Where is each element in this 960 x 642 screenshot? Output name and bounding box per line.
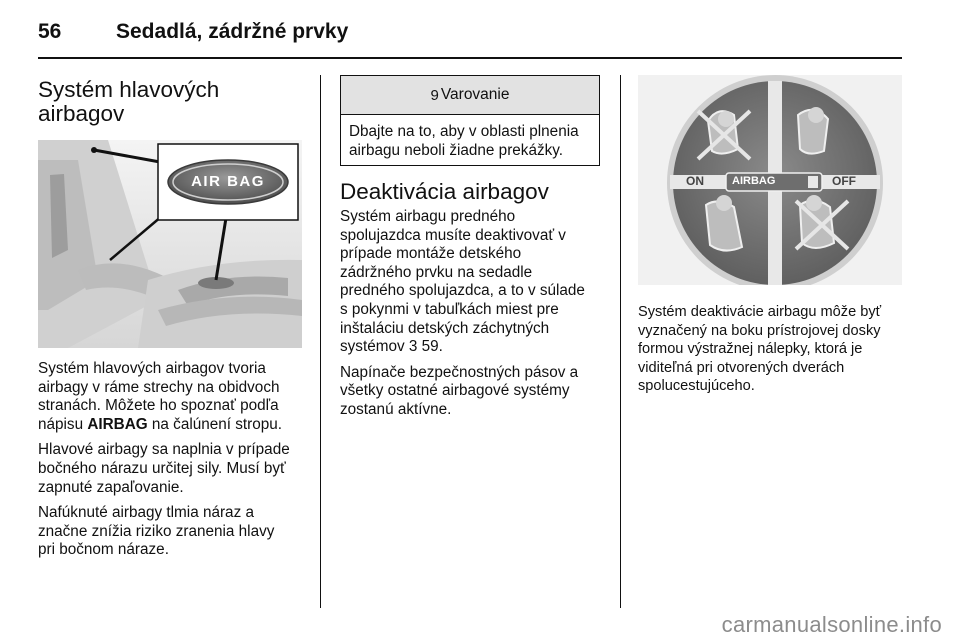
column-divider-right — [620, 75, 621, 608]
page-reference-arrow-icon: 3 — [408, 338, 418, 356]
paragraph-deactivation — [340, 208, 612, 357]
heading-line: airbagov — [38, 101, 125, 126]
text-line: predného spolujazdca, a to v súlade — [340, 282, 585, 300]
text-line: inštaláciu detských záchytných — [340, 319, 550, 337]
text-line: prípade montáže detského — [340, 245, 522, 263]
paragraph-pretensioners — [340, 364, 612, 420]
text-line: nápisu — [38, 415, 88, 433]
warning-triangle-icon: 9 — [430, 86, 439, 104]
section-heading-deactivation: Deaktivácia airbagov — [340, 179, 549, 204]
left-column-text — [38, 360, 313, 567]
text-line: systémov — [340, 338, 409, 356]
page-header — [38, 14, 904, 54]
airbag-deactivation-sticker-illustration — [638, 75, 902, 285]
text-line: stranách. Môžete ho spoznať podľa — [38, 397, 279, 415]
warning-text — [341, 115, 599, 160]
text-line: všetky ostatné airbagové systémy — [340, 382, 570, 400]
text-line: značne znížia riziko zranenia hlavy — [38, 522, 275, 540]
middle-column-text — [340, 208, 612, 427]
watermark: carmanualsonline.info — [721, 612, 942, 637]
warning-header — [341, 76, 599, 115]
label-on: ON — [686, 174, 704, 188]
text-line: spolucestujúceho. — [638, 378, 755, 395]
text-line: airbagy v ráme strechy na obidvoch — [38, 378, 280, 396]
airbag-keyword: AIRBAG — [87, 415, 148, 433]
text-line: Systém deaktivácie airbagu môže byť — [638, 304, 882, 320]
text-line: s pokynmi v tabuľkách miest pre — [340, 300, 559, 318]
roof-frame-drawing — [38, 140, 302, 348]
text-line: bočného nárazu určitej sily. Musí byť — [38, 459, 286, 477]
airbag-label-badge: AIR BAG — [191, 173, 265, 190]
text-line: zádržného prvku na sedadle — [340, 263, 533, 281]
text-line: zostanú aktívne. — [340, 400, 452, 418]
text-line: zapnuté zapaľovanie. — [38, 478, 184, 496]
text-line: formou výstražnej nálepky, ktorá je — [638, 341, 863, 358]
label-airbag: AIRBAG — [732, 175, 776, 187]
right-column-text — [638, 303, 904, 403]
text-line: Nafúknuté airbagy tlmia náraz a — [38, 504, 254, 522]
text-line: airbagu neboli žiadne prekážky. — [349, 141, 564, 159]
sticker-caption — [638, 303, 904, 396]
column-divider-left — [320, 75, 321, 608]
text-line: Systém airbagu predného — [340, 208, 516, 225]
paragraph-head-airbags-deploy — [38, 441, 313, 497]
paragraph-head-airbags-location — [38, 360, 313, 434]
text-line: spolujazdca musíte deaktivovať v — [340, 226, 566, 244]
text-line: na čalúnení stropu. — [147, 415, 283, 433]
heading-line: Systém hlavových — [38, 77, 220, 102]
text-line: pri bočnom náraze. — [38, 541, 169, 559]
page-reference-link[interactable]: 59. — [417, 338, 443, 356]
warning-box — [340, 75, 600, 166]
chapter-title: Sedadlá, zádržné prvky — [116, 20, 349, 43]
label-off: OFF — [832, 174, 856, 188]
text-line: viditeľná pri otvorených dverách — [638, 359, 845, 376]
paragraph-head-airbags-effect — [38, 504, 313, 560]
header-rule — [38, 57, 902, 59]
text-line: Napínače bezpečnostných pásov a — [340, 363, 579, 381]
text-line: Hlavové airbagy sa naplnia v prípade — [38, 441, 290, 459]
text-line: Systém hlavových airbagov tvoria — [38, 360, 266, 377]
text-line: Dbajte na to, aby v oblasti plnenia — [349, 123, 579, 140]
warning-title: Varovanie — [440, 86, 510, 103]
head-airbag-illustration — [38, 140, 302, 348]
page-number: 56 — [38, 20, 62, 43]
text-line: vyznačený na boku prístrojovej dosky — [638, 322, 881, 339]
section-heading-head-airbags — [38, 78, 219, 126]
